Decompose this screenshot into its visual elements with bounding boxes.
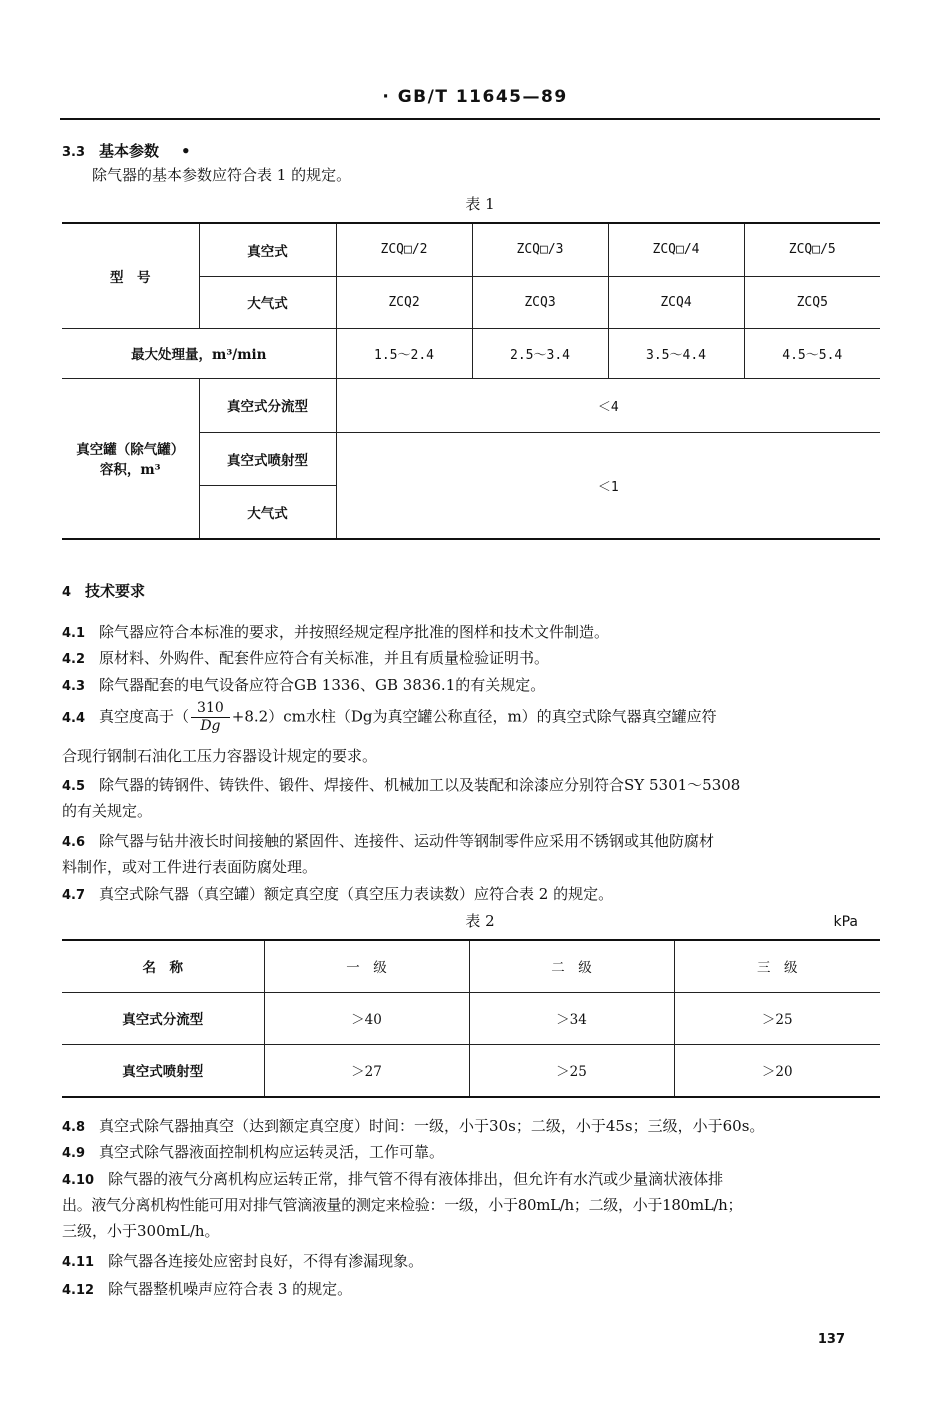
- atm-model-cell: ZCQ3: [472, 276, 608, 328]
- flow-value: 3.5～4.4: [608, 328, 744, 378]
- clause-text: 除气器各连接处应密封良好，不得有渗漏现象。: [108, 1252, 424, 1270]
- clause-4-4-cont: 合现行钢制石油化工压力容器设计规定的要求。: [62, 747, 378, 765]
- clause-number: 4.1: [62, 626, 86, 641]
- clause-4-11: [62, 1250, 423, 1271]
- vac-model-cell: ZCQ□/2: [336, 223, 472, 276]
- clause-text: 真空式除气器液面控制机构应运转灵活，工作可靠。: [99, 1143, 445, 1161]
- page-header: · GB/T 11645—89: [382, 87, 568, 107]
- atm-model-cell: ZCQ5: [744, 276, 880, 328]
- clause-text: 除气器应符合本标准的要求，并按照经规定程序批准的图样和技术文件制造。: [99, 623, 610, 641]
- vac-model-cell: ZCQ□/4: [608, 223, 744, 276]
- table-1: [62, 222, 880, 540]
- clause-4-7: [62, 883, 613, 904]
- table2-header: 名 称: [62, 940, 264, 992]
- clause-4-5: [62, 774, 740, 795]
- table2-header: 一 级: [264, 940, 469, 992]
- table2-cell: ＞25: [469, 1044, 674, 1097]
- section-title: 技术要求: [85, 582, 146, 600]
- fraction-numerator: 310: [191, 700, 230, 718]
- table1-caption: 表 1: [465, 195, 495, 213]
- flow-label: 最大处理量，m³/min: [62, 328, 336, 378]
- model-label: 型 号: [62, 223, 199, 328]
- atm-model-cell: ZCQ4: [608, 276, 744, 328]
- tank-row-label: 真空式分流型: [199, 378, 336, 432]
- clause-4-9: [62, 1141, 444, 1162]
- section-number: 3.3: [62, 145, 86, 160]
- fraction: [191, 700, 230, 735]
- clause-number: 4.4: [62, 710, 86, 726]
- vac-label: 真空式: [199, 223, 336, 276]
- section-4-heading: [62, 580, 145, 601]
- clause-4-1: [62, 621, 609, 642]
- fraction-denominator: Dg: [200, 718, 221, 734]
- clause-text: 除气器整机噪声应符合表 3 的规定。: [108, 1280, 353, 1298]
- section-title: 基本参数: [99, 142, 160, 160]
- clause-4-10-cont2: 三级，小于300mL/h。: [62, 1222, 220, 1240]
- clause-4-5-cont: 的有关规定。: [62, 802, 153, 820]
- vac-model-cell: ZCQ□/3: [472, 223, 608, 276]
- section-number: 4: [62, 585, 72, 600]
- clause-number: 4.3: [62, 679, 86, 694]
- clause-number: 4.8: [62, 1120, 86, 1135]
- tank-row-label: 真空式喷射型: [199, 432, 336, 485]
- clause-4-12: [62, 1278, 352, 1299]
- section-3-3-heading: [62, 140, 191, 161]
- clause-text: 除气器的液气分离机构应运转正常，排气管不得有液体排出，但允许有水汽或少量滴状液体排: [108, 1170, 724, 1188]
- tank-row-label: 大气式: [199, 485, 336, 539]
- table2-row-name: 真空式喷射型: [62, 1044, 264, 1097]
- clause-number: 4.7: [62, 888, 86, 903]
- atm-model-cell: ZCQ2: [336, 276, 472, 328]
- clause-text: 真空式除气器抽真空（达到额定真空度）时间：一级，小于30s；二级，小于45s；三级，小于60s。: [99, 1117, 765, 1135]
- clause-text-pre: 真空度高于（: [99, 707, 190, 726]
- table2-cell: ＞27: [264, 1044, 469, 1097]
- flow-value: 2.5～3.4: [472, 328, 608, 378]
- clause-4-2: [62, 647, 549, 668]
- page-number: 137: [817, 1332, 845, 1347]
- clause-text: 除气器与钻井液长时间接触的紧固件、连接件、运动件等钢制零件应采用不锈钢或其他防腐材: [99, 832, 715, 850]
- clause-4-8: [62, 1115, 764, 1136]
- clause-4-10: [62, 1168, 723, 1189]
- clause-number: 4.12: [62, 1283, 95, 1298]
- clause-number: 4.9: [62, 1146, 86, 1161]
- tank-value-2: ＜1: [336, 432, 880, 539]
- table2-cell: ＞40: [264, 992, 469, 1044]
- clause-number: 4.11: [62, 1255, 95, 1270]
- table2-row-name: 真空式分流型: [62, 992, 264, 1044]
- table2-header: 二 级: [469, 940, 674, 992]
- clause-number: 4.6: [62, 835, 86, 850]
- clause-number: 4.10: [62, 1173, 95, 1188]
- tank-value-1: ＜4: [336, 378, 880, 432]
- clause-4-3: [62, 674, 545, 695]
- clause-text: 除气器的铸钢件、铸铁件、锻件、焊接件、机械加工以及装配和涂漆应分别符合SY 5301～5308: [99, 776, 741, 794]
- vac-model-cell: ZCQ□/5: [744, 223, 880, 276]
- table-2: [62, 939, 880, 1098]
- clause-4-10-cont: 出。液气分离机构性能可用对排气管滴液量的测定来检验：一级，小于80mL/h；二级，小于180mL/h；: [62, 1196, 743, 1214]
- table2-cell: ＞25: [674, 992, 880, 1044]
- section-3-3-text: 除气器的基本参数应符合表 1 的规定。: [92, 166, 352, 184]
- clause-text: 真空式除气器（真空罐）额定真空度（真空压力表读数）应符合表 2 的规定。: [99, 885, 614, 903]
- table2-cell: ＞20: [674, 1044, 880, 1097]
- clause-4-6: [62, 830, 714, 851]
- tank-label: 真空罐（除气罐）容积，m³: [62, 378, 199, 539]
- clause-text: 除气器配套的电气设备应符合GB 1336、GB 3836.1的有关规定。: [99, 676, 546, 694]
- flow-value: 1.5～2.4: [336, 328, 472, 378]
- clause-text: 原材料、外购件、配套件应符合有关标准，并且有质量检验证明书。: [99, 649, 550, 667]
- table2-unit: kPa: [833, 914, 858, 930]
- clause-4-4: [62, 700, 717, 735]
- table2-header: 三 级: [674, 940, 880, 992]
- table2-caption: 表 2: [465, 912, 495, 930]
- clause-number: 4.5: [62, 779, 86, 794]
- header-rule: [60, 118, 880, 120]
- atm-label: 大气式: [199, 276, 336, 328]
- clause-text-post: +8.2）cm水柱（Dg为真空罐公称直径，m）的真空式除气器真空罐应符: [231, 707, 717, 726]
- clause-4-6-cont: 料制作，或对工件进行表面防腐处理。: [62, 858, 318, 876]
- bullet-mark: •: [181, 142, 191, 160]
- table2-cell: ＞34: [469, 992, 674, 1044]
- clause-number: 4.2: [62, 652, 86, 667]
- flow-value: 4.5～5.4: [744, 328, 880, 378]
